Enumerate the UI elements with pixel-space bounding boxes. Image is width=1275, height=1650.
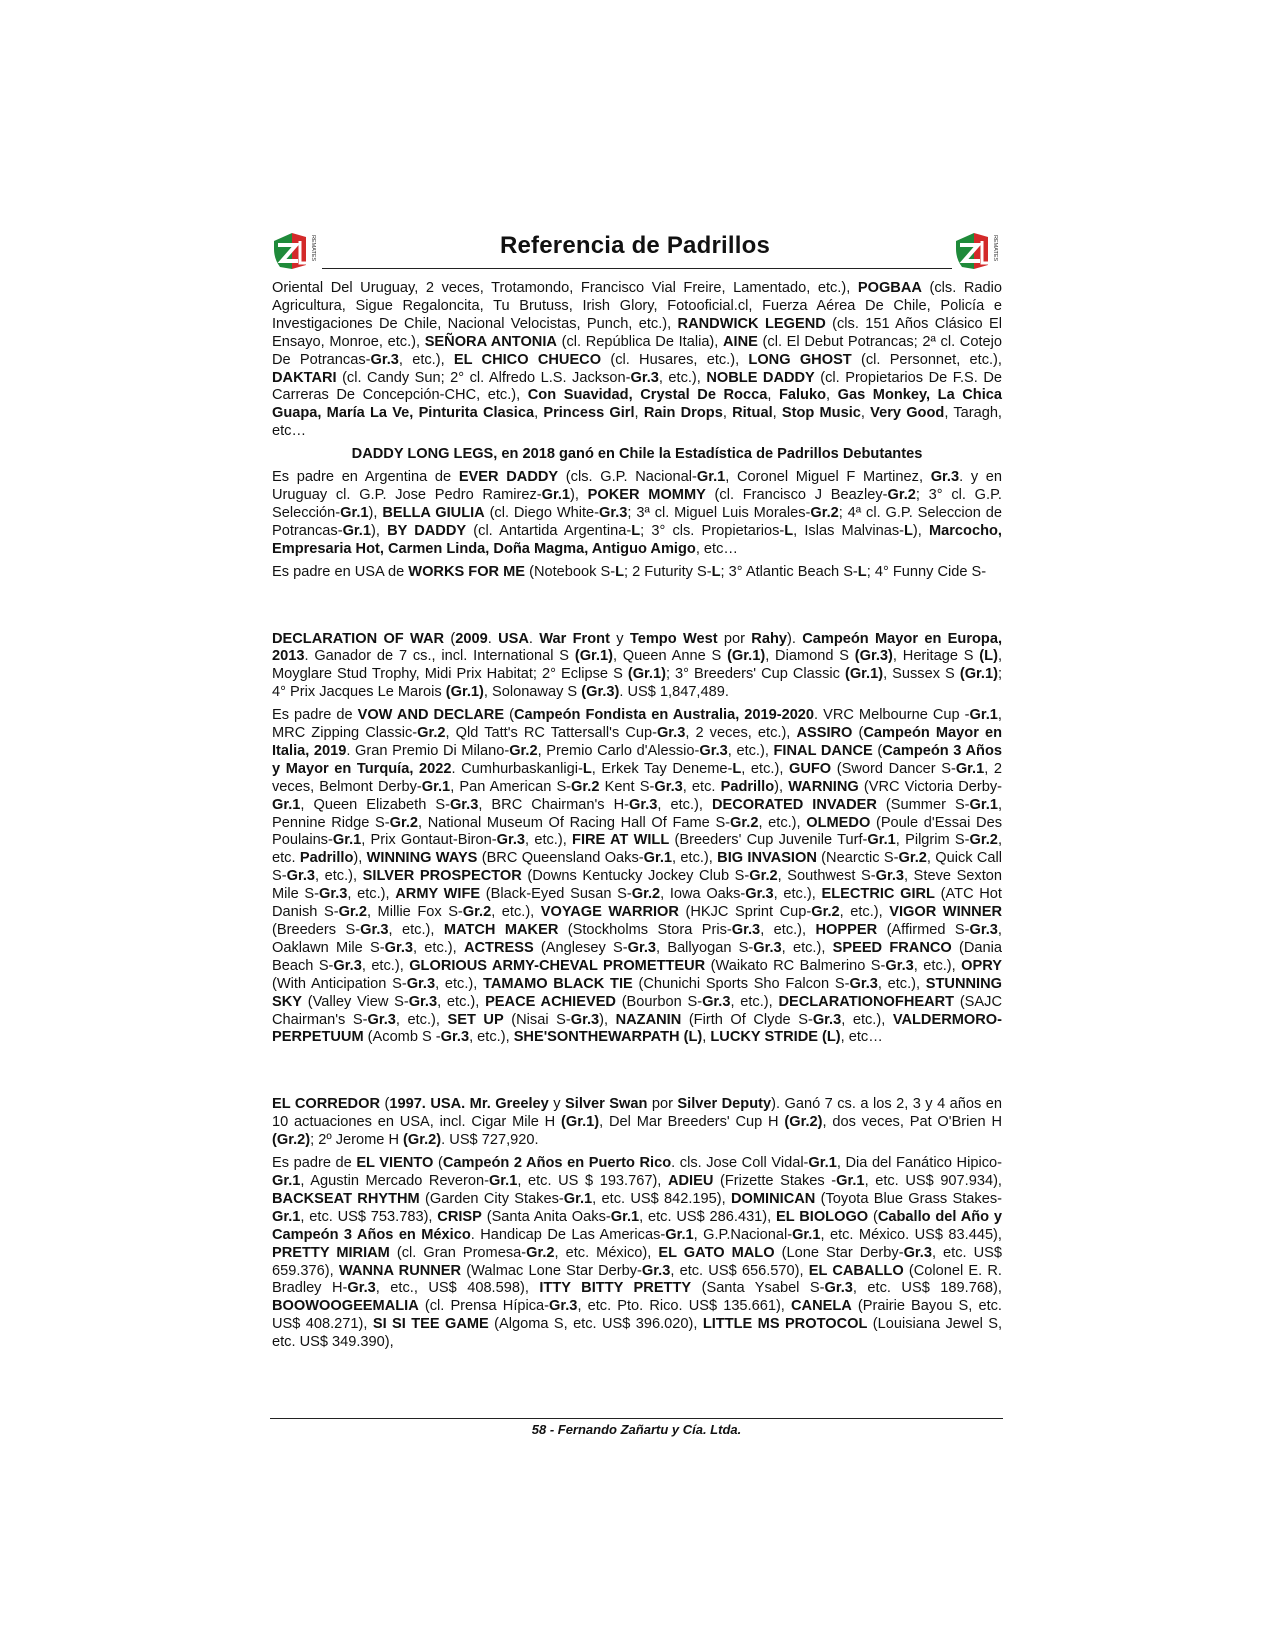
paragraph-el-corredor-intro: EL CORREDOR (1997. USA. Mr. Greeley y Silver Swan por Silver Deputy). Ganó 7 cs. a los 2, 3 y 4 años en 10 actuaciones en USA, incl. Cigar Mile H (Gr.1), Del Mar Breeders' Cup H (Gr.2), dos veces, Pat O'Brien H (Gr.2); 2º Jerome H (Gr.2). US$ 727,920. xyxy=(272,1096,1003,1149)
footer-divider xyxy=(270,1418,1003,1419)
page-footer: 58 - Fernando Zañartu y Cía. Ltda. xyxy=(531,1422,742,1437)
section-gap xyxy=(272,587,1002,631)
header-divider xyxy=(322,268,952,269)
paragraph-daddy-long-legs-usa: Es padre en USA de WORKS FOR ME (Notebook S-L; 2 Futurity S-L; 3° Atlantic Beach S-L; 4° Funny Cide S- xyxy=(272,563,987,580)
zl-remates-logo-left-icon xyxy=(270,229,318,273)
daddy-long-legs-headline: DADDY LONG LEGS, en 2018 ganó en Chile la Estadística de Padrillos Debutantes xyxy=(351,446,923,463)
paragraph-el-corredor-progeny: Es padre de EL VIENTO (Campeón 2 Años en Puerto Rico. cls. Jose Coll Vidal-Gr.1, Dia del Fanático Hipico-Gr.1, Agustin Mercado Reveron-Gr.1, etc. US $ 193.767), ADIEU (Frizette Stakes -Gr.1, etc. US$ 907.934), BACKSEAT RHYTHM (Garden City Stakes-Gr.1, etc. US$ 842.195), DOMINICAN (Toyota Blue Grass Stakes-Gr.1, etc. US$ 753.783), CRISP (Santa Anita Oaks-Gr.1, etc. US$ 286.431), EL BIOLOGO (Caballo del Año y Campeón 3 Años en México. Handicap De Las Americas-Gr.1, G.P.Nacional-Gr.1, etc. México. US$ 83.445), PRETTY MIRIAM (cl. Gran Promesa-Gr.2, etc. México), EL GATO MALO (Lone Star Derby-Gr.3, etc. US$ 659.376), WANNA RUNNER (Walmac Lone Star Derby-Gr.3, etc. US$ 656.570), EL CABALLO (Colonel E. R. Bradley H-Gr.3, etc., US$ 408.598), ITTY BITTY PRETTY (Santa Ysabel S-Gr.3, etc. US$ 189.768), BOOWOOGEEMALIA (cl. Prensa Hípica-Gr.3, etc. Pto. Rico. US$ 135.661), CANELA (Prairie Bayou S, etc. US$ 408.271), SI SI TEE GAME (Algoma S, etc. US$ 396.020), LITTLE MS PROTOCOL (Louisiana Jewel S, etc. US$ 349.390), xyxy=(272,1155,1003,1351)
paragraph-daddy-long-legs-argentina: Es padre en Argentina de EVER DADDY (cls. G.P. Nacional-Gr.1, Coronel Miguel F Martinez, Gr.3. y en Uruguay cl. G.P. Jose Pedro Ramirez-Gr.1), POKER MOMMY (cl. Francisco J Beazley-Gr.2; 3° cl. G.P. Selección-Gr.1), BELLA GIULIA (cl. Diego White-Gr.3; 3ª cl. Miguel Luis Morales-Gr.2; 4ª cl. G.P. Seleccion de Potrancas-Gr.1), BY DADDY (cl. Antartida Argentina-L; 3° cls. Propietarios-L, Islas Malvinas-L), Marcocho, Empresaria Hot, Carmen Linda, Doña Magma, Antiguo Amigo, etc… xyxy=(272,469,1003,557)
section-gap xyxy=(272,1052,1002,1096)
page-title: Referencia de Padrillos xyxy=(499,232,771,259)
paragraph-declaration-of-war-progeny: Es padre de VOW AND DECLARE (Campeón Fondista en Australia, 2019-2020. VRC Melbourne Cup -Gr.1, MRC Zipping Classic-Gr.2, Qld Tatt's RC Tattersall's Cup-Gr.3, 2 veces, etc.), ASSIRO (Campeón Mayor en Italia, 2019. Gran Premio Di Milano-Gr.2, Premio Carlo d'Alessio-Gr.3, etc.), FINAL DANCE (Campeón 3 Años y Mayor en Turquía, 2022. Cumhurbaskanligi-L, Erkek Tay Deneme-L, etc.), GUFO (Sword Dancer S-Gr.1, 2 veces, Belmont Derby-Gr.1, Pan American S-Gr.2 Kent S-Gr.3, etc. Padrillo), WARNING (VRC Victoria Derby-Gr.1, Queen Elizabeth S-Gr.3, BRC Chairman's H-Gr.3, etc.), DECORATED INVADER (Summer S-Gr.1, Pennine Ridge S-Gr.2, National Museum Of Racing Hall Of Fame S-Gr.2, etc.), OLMEDO (Poule d'Essai Des Poulains-Gr.1, Prix Gontaut-Biron-Gr.3, etc.), FIRE AT WILL (Breeders' Cup Juvenile Turf-Gr.1, Pilgrim S-Gr.2, etc. Padrillo), WINNING WAYS (BRC Queensland Oaks-Gr.1, etc.), BIG INVASION (Nearctic S-Gr.2, Quick Call S-Gr.3, etc.), SILVER PROSPECTOR (Downs Kentucky Jockey Club S-Gr.2, Southwest S-Gr.3, Steve Sexton Mile S-Gr.3, etc.), ARMY WIFE (Black-Eyed Susan S-Gr.2, Iowa Oaks-Gr.3, etc.), ELECTRIC GIRL (ATC Hot Danish S-Gr.2, Millie Fox S-Gr.2, etc.), VOYAGE WARRIOR (HKJC Sprint Cup-Gr.2, etc.), VIGOR WINNER (Breeders S-Gr.3, etc.), MATCH MAKER (Stockholms Stora Pris-Gr.3, etc.), HOPPER (Affirmed S-Gr.3, Oaklawn Mile S-Gr.3, etc.), ACTRESS (Anglesey S-Gr.3, Ballyogan S-Gr.3, etc.), SPEED FRANCO (Dania Beach S-Gr.3, etc.), GLORIOUS ARMY-CHEVAL PROMETTEUR (Waikato RC Balmerino S-Gr.3, etc.), OPRY (With Anticipation S-Gr.3, etc.), TAMAMO BLACK TIE (Chunichi Sports Sho Falcon S-Gr.3, etc.), STUNNING SKY (Valley View S-Gr.3, etc.), PEACE ACHIEVED (Bourbon S-Gr.3, etc.), DECLARATIONOFHEART (SAJC Chairman's S-Gr.3, etc.), SET UP (Nisai S-Gr.3), NAZANIN (Firth Of Clyde S-Gr.3, etc.), VALDERMORO-PERPETUUM (Acomb S -Gr.3, etc.), SHE'SONTHEWARPATH (L), LUCKY STRIDE (L), etc… xyxy=(272,707,1003,1046)
paragraph-declaration-of-war-intro: DECLARATION OF WAR (2009. USA. War Front y Tempo West por Rahy). Campeón Mayor en Europa, 2013. Ganador de 7 cs., incl. International S (Gr.1), Queen Anne S (Gr.1), Diamond S (Gr.3), Heritage S (L), Moyglare Stud Trophy, Midi Prix Habitat; 2° Eclipse S (Gr.1); 3° Breeders' Cup Classic (Gr.1), Sussex S (Gr.1); 4° Prix Jacques Le Marois (Gr.1), Solonaway S (Gr.3). US$ 1,847,489. xyxy=(272,630,1003,701)
svg-text:REMATES: REMATES xyxy=(992,235,998,262)
document-body xyxy=(272,280,1002,1357)
zl-remates-logo-right-icon xyxy=(952,229,1000,273)
svg-text:REMATES: REMATES xyxy=(310,235,316,262)
paragraph-daddy-long-legs-chile: Oriental Del Uruguay, 2 veces, Trotamondo, Francisco Vial Freire, Lamentado, etc.), POGBAA (cls. Radio Agricultura, Sigue Regaloncita, Tu Brutuss, Irish Glory, Fotooficial.cl, Fuerza Aérea De Chile, Policía e Investigaciones De Chile, Nacional Velocistas, Punch, etc.), RANDWICK LEGEND (cls. 151 Años Clásico El Ensayo, Monroe, etc.), SEÑORA ANTONIA (cl. República De Italia), AINE (cl. El Debut Potrancas; 2ª cl. Cotejo De Potrancas-Gr.3, etc.), EL CHICO CHUECO (cl. Husares, etc.), LONG GHOST (cl. Personnet, etc.), DAKTARI (cl. Candy Sun; 2° cl. Alfredo L.S. Jackson-Gr.3, etc.), NOBLE DADDY (cl. Propietarios De F.S. De Carreras De Concepción-CHC, etc.), Con Suavidad, Crystal De Rocca, Faluko, Gas Monkey, La Chica Guapa, María La Ve, Pinturita Clasica, Princess Girl, Rain Drops, Ritual, Stop Music, Very Good, Taragh, etc… xyxy=(272,280,1003,440)
